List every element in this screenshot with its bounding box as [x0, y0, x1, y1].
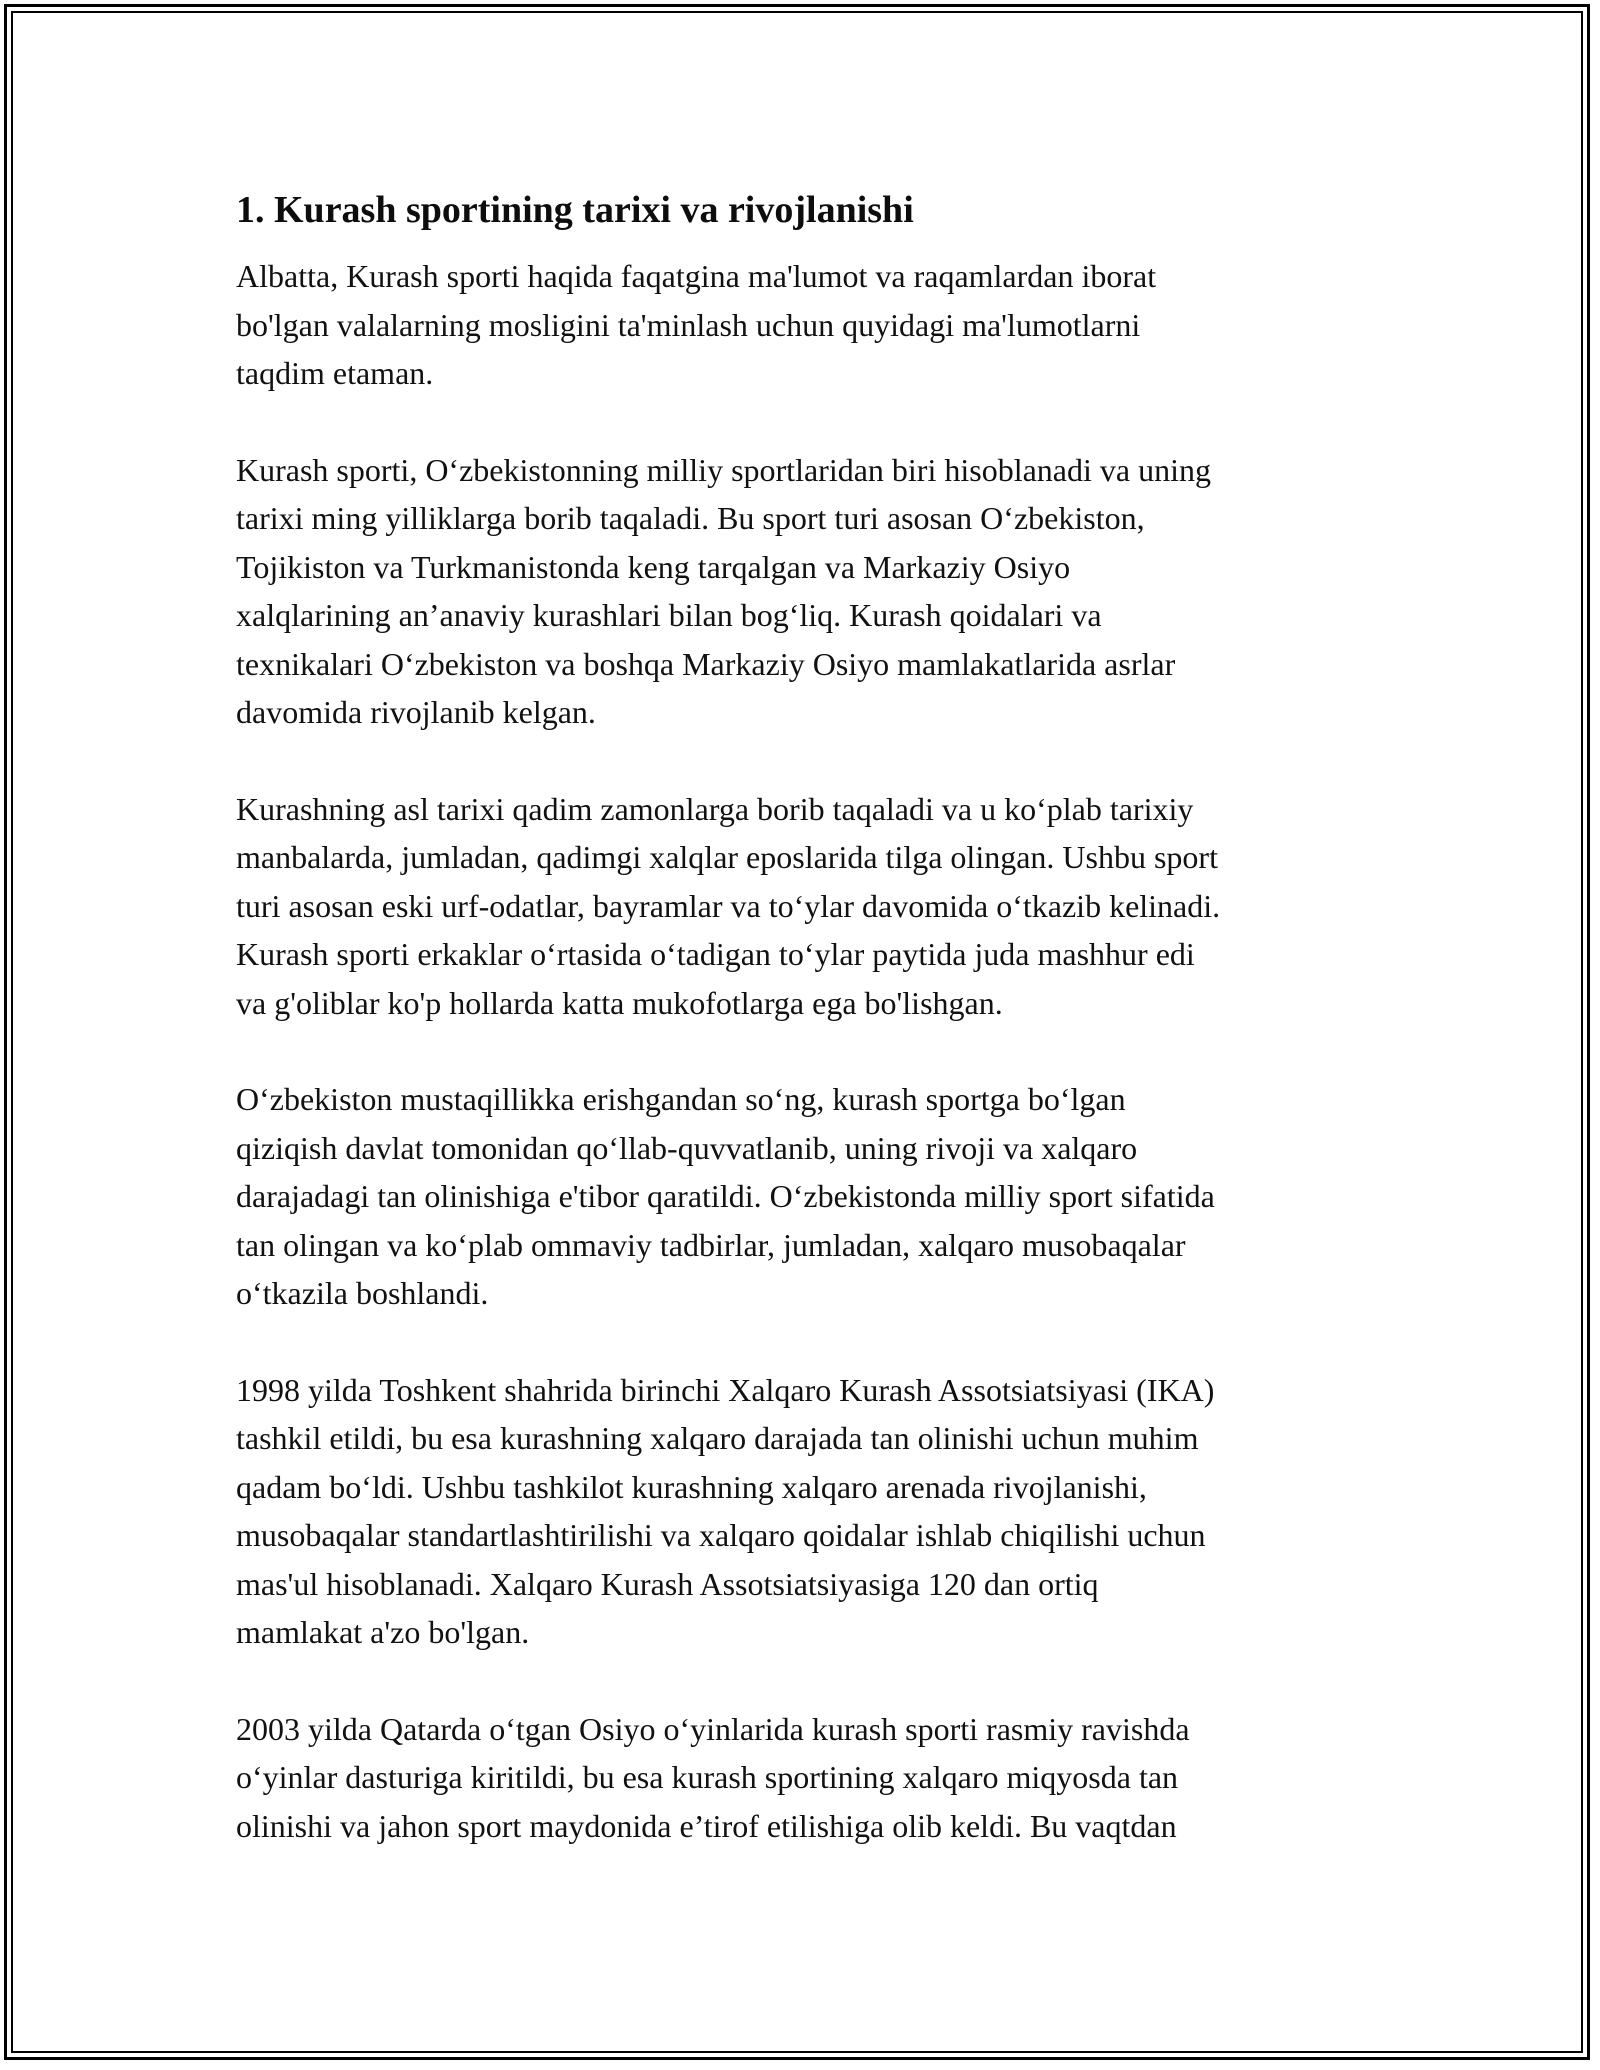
section-heading: 1. Kurash sportining tarixi va rivojlanishi [236, 189, 914, 231]
paragraph-asian-games: 2003 yilda Qatarda o‘tgan Osiyo o‘yinlarida kurash sporti rasmiy ravishda o‘yinlar dasturiga kiritildi, bu esa kurash sportining xalqaro miqyosda tan olinishi va jahon sport maydonida e’tirof etilishiga olib keldi. Bu vaqtdan [236, 1710, 1190, 1844]
paragraph-ika-founding: 1998 yilda Toshkent shahrida birinchi Xalqaro Kurash Assotsiatsiyasi (IKA) tashkil etildi, bu esa kurashning xalqaro darajada tan olinishi uchun muhim qadam bo‘ldi. Ushbu tashkilot kurashning xalqaro arenada rivojlanishi, musobaqalar standartlashtirilishi va xalqaro qoidalar ishlab chiqilishi uchun mas'ul hisoblanadi. Xalqaro Kurash Assotsiatsiyasiga 120 dan ortiq mamlakat a'zo bo'lgan. [236, 1371, 1215, 1650]
paragraph-independence: O‘zbekiston mustaqillikka erishgandan so‘ng, kurash sportga bo‘lgan qiziqish davlat tomonidan qo‘llab-quvvatlanib, uning rivoji va xalqaro darajadagi tan olinishiga e'tibor qaratildi. O‘zbekistonda milliy sport sifatida tan olingan va ko‘plab ommaviy tadbirlar, jumladan, xalqaro musobaqalar o‘tkazila boshlandi. [236, 1081, 1215, 1311]
paragraph-ancient-history: Kurashning asl tarixi qadim zamonlarga borib taqaladi va u ko‘plab tarixiy manbalarda, jumladan, qadimgi xalqlar eposlarida tilga olingan. Ushbu sport turi asosan eski urf-odatlar, bayramlar va to‘ylar davomida o‘tkazib kelinadi. Kurash sporti erkaklar o‘rtasida o‘tadigan to‘ylar paytida juda mashhur edi va g'oliblar ko'p hollarda katta mukofotlarga ega bo'lishgan. [236, 790, 1221, 1021]
paragraph-national-sport: Kurash sporti, O‘zbekistonning milliy sportlaridan biri hisoblanadi va uning tarixi ming yilliklarga borib taqaladi. Bu sport turi asosan O‘zbekiston, Tojikiston va Turkmanistonda keng tarqalgan va Markaziy Osiyo xalqlarining an’anaviy kurashlari bilan bog‘liq. Kurash qoidalari va texnikalari O‘zbekiston va boshqa Markaziy Osiyo mamlakatlarida asrlar davomida rivojlanib kelgan. [236, 451, 1211, 730]
paragraph-intro: Albatta, Kurash sporti haqida faqatgina ma'lumot va raqamlardan iborat bo'lgan valalarning mosligini ta'minlash uchun quyidagi ma'lumotlarni taqdim etaman. [236, 258, 1157, 391]
document-body [236, 186, 1376, 1898]
